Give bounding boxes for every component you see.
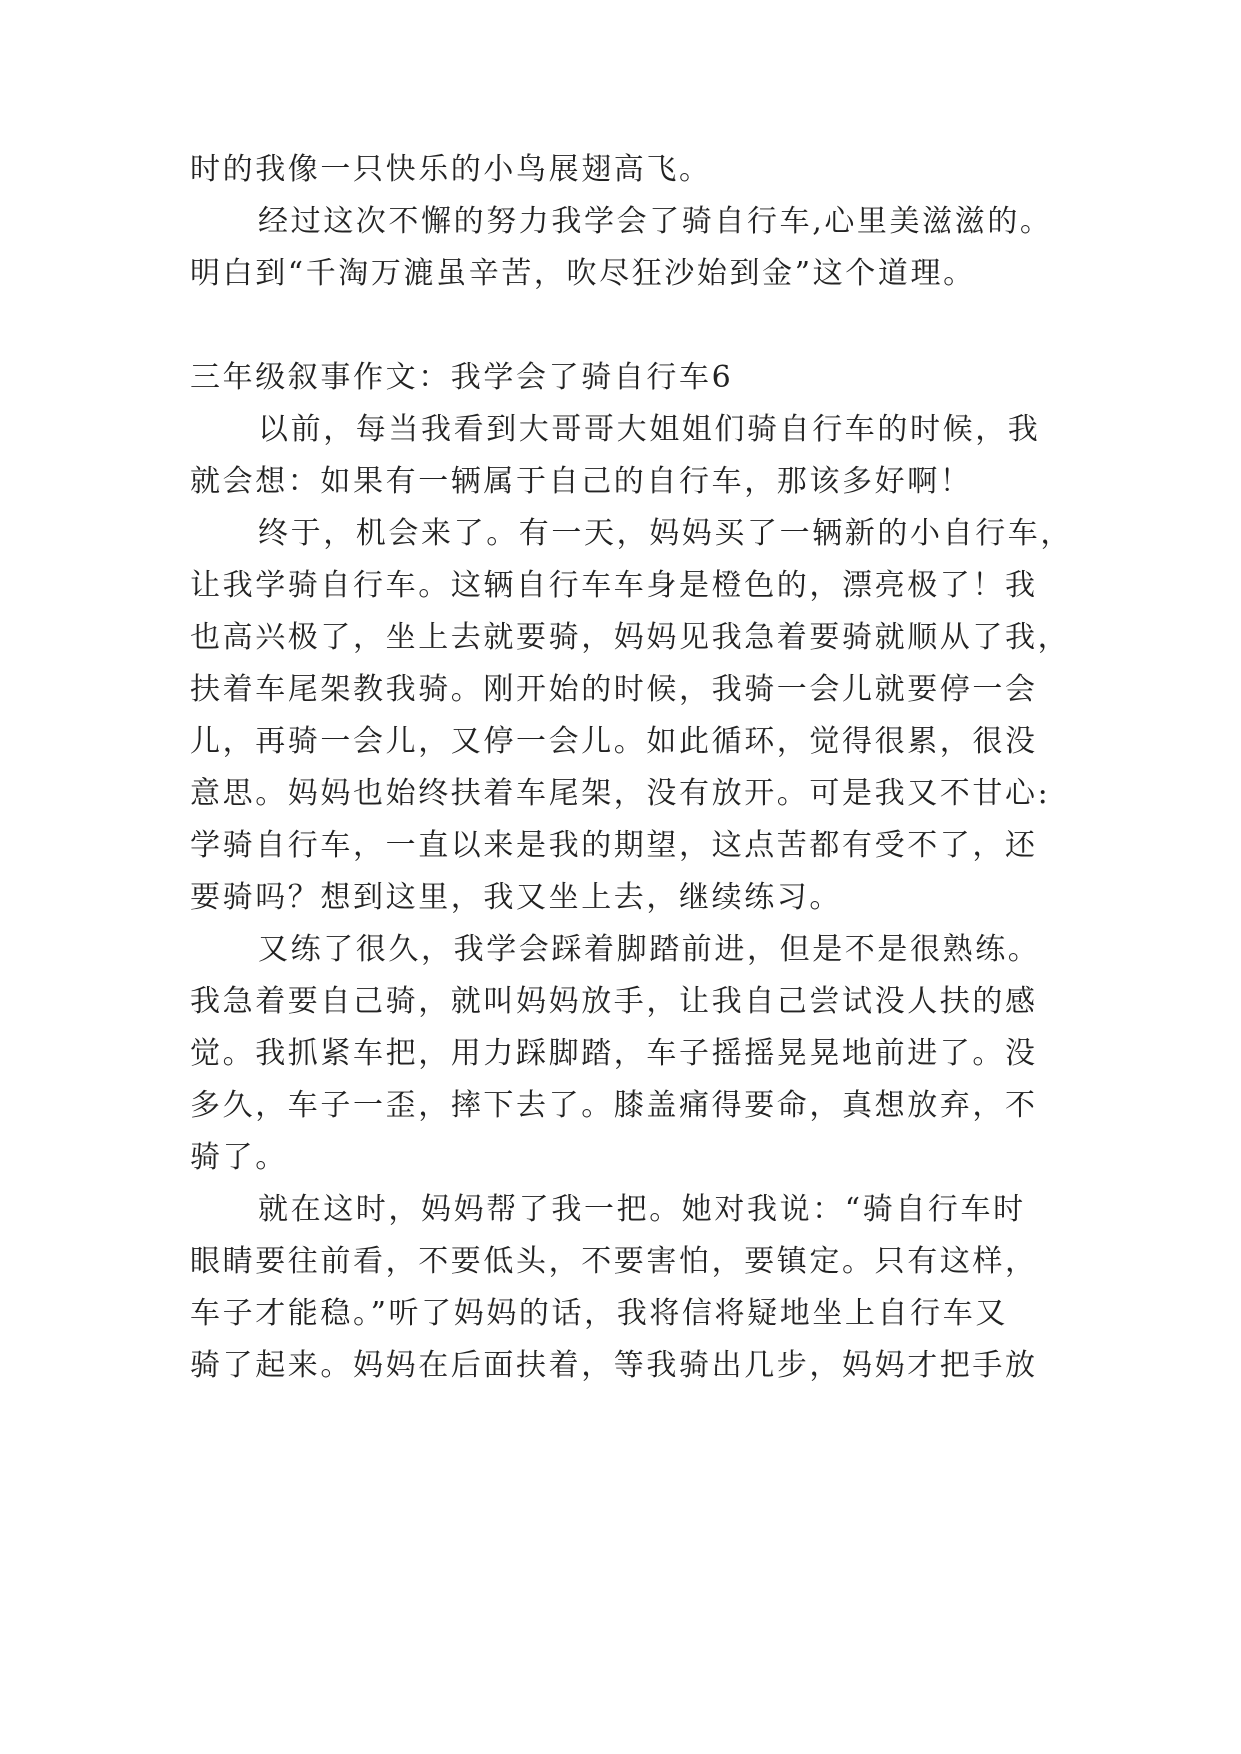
text-line: 要骑吗？想到这里，我又坐上去，继续练习。	[190, 880, 842, 915]
text-line: 意思。妈妈也始终扶着车尾架，没有放开。可是我又不甘心:	[190, 776, 1051, 811]
text-line: 儿，再骑一会儿，又停一会儿。如此循环，觉得很累，很没	[190, 724, 1038, 759]
text-line: 车子才能稳。”听了妈妈的话，我将信将疑地坐上自行车又	[190, 1296, 1008, 1331]
text-line: 我急着要自己骑，就叫妈妈放手，让我自己尝试没人扶的感	[190, 984, 1038, 1019]
text-line: 就会想：如果有一辆属于自己的自行车，那该多好啊！	[190, 464, 973, 499]
text-line: 经过这次不懈的努力我学会了骑自行车,心里美滋滋的。	[258, 204, 1053, 239]
text-line: 多久，车子一歪，摔下去了。膝盖痛得要命，真想放弃，不	[190, 1088, 1038, 1123]
text-line: 明白到“千淘万漉虽辛苦，吹尽狂沙始到金”这个道理。	[190, 256, 976, 291]
text-line: 学骑自行车，一直以来是我的期望，这点苦都有受不了，还	[190, 828, 1038, 863]
text-line: 骑了。	[190, 1140, 288, 1175]
text-line: 以前，每当我看到大哥哥大姐姐们骑自行车的时候，我	[258, 412, 1041, 447]
text-line: 时的我像一只快乐的小鸟展翅高飞。	[190, 152, 712, 187]
text-line: 终于，机会来了。有一天，妈妈买了一辆新的小自行车，	[258, 516, 1073, 551]
text-line: 眼睛要往前看，不要低头，不要害怕，要镇定。只有这样，	[190, 1244, 1038, 1279]
text-line: 又练了很久，我学会踩着脚踏前进，但是不是很熟练。	[258, 932, 1041, 967]
text-line: 就在这时，妈妈帮了我一把。她对我说：“骑自行车时	[258, 1192, 1026, 1227]
section-heading: 三年级叙事作文：我学会了骑自行车6	[190, 360, 734, 395]
text-line: 骑了起来。妈妈在后面扶着，等我骑出几步，妈妈才把手放	[190, 1348, 1038, 1383]
text-line: 也高兴极了，坐上去就要骑，妈妈见我急着要骑就顺从了我，	[190, 620, 1071, 655]
text-line: 觉。我抓紧车把，用力踩脚踏，车子摇摇晃晃地前进了。没	[190, 1036, 1038, 1071]
text-line: 让我学骑自行车。这辆自行车车身是橙色的，漂亮极了！我	[190, 568, 1038, 603]
text-line: 扶着车尾架教我骑。刚开始的时候，我骑一会儿就要停一会	[190, 672, 1038, 707]
